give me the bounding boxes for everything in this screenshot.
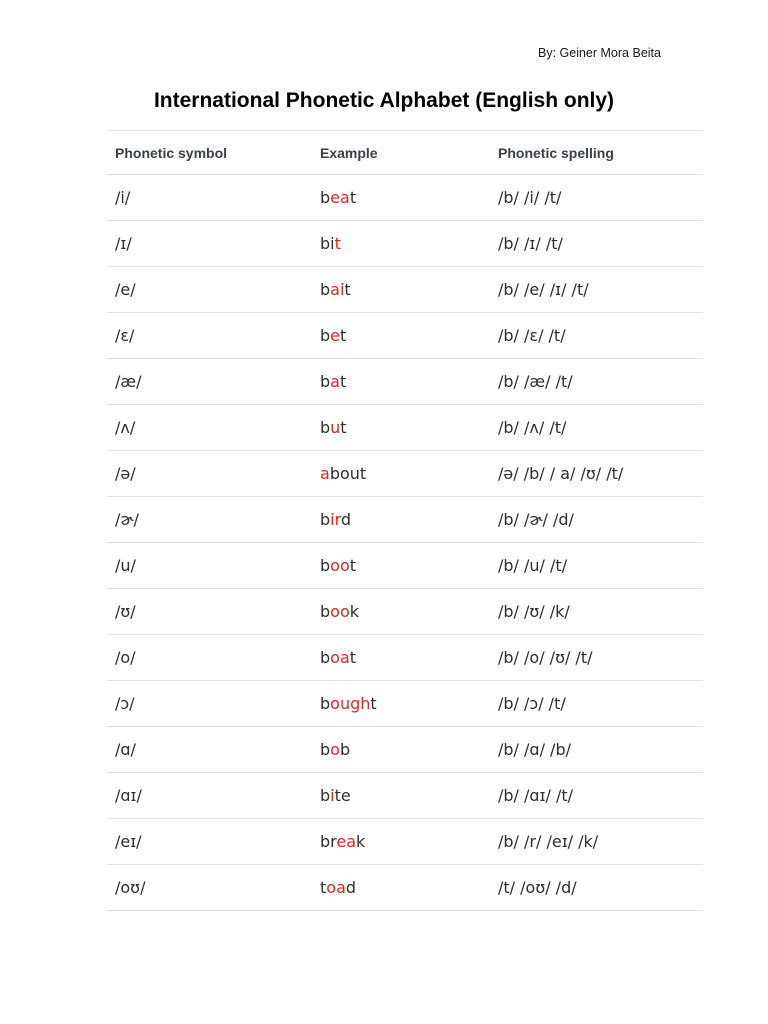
phonetic-spelling-cell: /b/ /u/ /t/ [490,543,703,589]
phonetic-spelling-cell: /b/ /ɑɪ/ /t/ [490,773,703,819]
phonetic-symbol-cell: /e/ [107,267,312,313]
example-letters: d [345,878,357,897]
example-letters: bout [329,464,367,483]
phonetic-symbol-cell: /ɔ/ [107,681,312,727]
highlighted-letters: i [330,786,335,805]
table-row [107,267,703,313]
highlighted-letters: oo [330,602,350,621]
phonetic-symbol-cell: /ɑ/ [107,727,312,773]
phonetic-spelling-cell: /b/ /o/ /ʊ/ /t/ [490,635,703,681]
highlighted-letters: ai [330,280,345,299]
phonetic-spelling-cell: /b/ /ʊ/ /k/ [490,589,703,635]
example-letters: b [320,418,331,437]
highlighted-letters: oa [326,878,346,897]
example-letters: k [349,602,359,621]
table-row [107,221,703,267]
example-letters: k [356,832,366,851]
phonetic-spelling-cell: /b/ /r/ /eɪ/ /k/ [490,819,703,865]
author-credit: By: Geiner Mora Beita [538,46,661,60]
example-letters: b [320,326,331,345]
example-word-cell [312,543,490,589]
example-letters: b [320,740,331,759]
table-row [107,727,703,773]
example-letters: b [320,648,331,667]
table-row [107,405,703,451]
example-word-cell [312,267,490,313]
ipa-table [107,130,703,911]
highlighted-letters: e [330,326,340,345]
example-word-cell [312,727,490,773]
example-word-cell [312,497,490,543]
phonetic-symbol-cell: /ɛ/ [107,313,312,359]
phonetic-spelling-cell: /b/ /æ/ /t/ [490,359,703,405]
table-row [107,359,703,405]
phonetic-symbol-cell: /u/ [107,543,312,589]
phonetic-symbol-cell: /ʌ/ [107,405,312,451]
highlighted-letters: oo [330,556,350,575]
example-letters: br [320,832,337,851]
highlighted-letters: ea [330,188,350,207]
phonetic-spelling-cell: /b/ /ɔ/ /t/ [490,681,703,727]
phonetic-symbol-cell: /æ/ [107,359,312,405]
example-letters: t [349,556,357,575]
example-letters: b [320,694,331,713]
highlighted-letters: ir [330,510,341,529]
example-word-cell [312,773,490,819]
example-letters: t [349,188,357,207]
example-word-cell [312,175,490,221]
phonetic-spelling-cell: /t/ /oʊ/ /d/ [490,865,703,911]
example-letters: t [370,694,377,713]
example-word-cell [312,451,490,497]
example-letters: b [320,510,331,529]
example-letters: b [320,786,331,805]
example-word-cell [312,681,490,727]
example-word-cell [312,819,490,865]
example-word-cell [312,359,490,405]
example-word-cell [312,589,490,635]
phonetic-spelling-cell: /b/ /ɑ/ /b/ [490,727,703,773]
header-phonetic-symbol: Phonetic symbol [107,131,312,175]
table-row [107,865,703,911]
example-letters: b [320,280,331,299]
phonetic-spelling-cell: /b/ /ɚ/ /d/ [490,497,703,543]
table-row [107,681,703,727]
phonetic-symbol-cell: /o/ [107,635,312,681]
phonetic-spelling-cell: /b/ /e/ /ɪ/ /t/ [490,267,703,313]
highlighted-letters: a [330,372,340,391]
example-letters: t [344,280,351,299]
example-letters: bi [320,234,335,253]
phonetic-spelling-cell: /b/ /ɛ/ /t/ [490,313,703,359]
phonetic-symbol-cell: /ɑɪ/ [107,773,312,819]
table-header-row [107,131,703,175]
example-letters: t [320,878,327,897]
phonetic-symbol-cell: /eɪ/ [107,819,312,865]
table-row [107,313,703,359]
phonetic-spelling-cell: /b/ /ʌ/ /t/ [490,405,703,451]
table-row [107,589,703,635]
table-row [107,175,703,221]
table-row [107,543,703,589]
example-letters: t [339,372,347,391]
example-letters: b [320,556,331,575]
table-body [107,175,703,911]
highlighted-letters: a [320,464,330,483]
phonetic-symbol-cell: /ə/ [107,451,312,497]
example-letters: t [349,648,357,667]
page-title: International Phonetic Alphabet (English only) [153,89,615,112]
example-word-cell [312,221,490,267]
header-example: Example [312,131,490,175]
table-row [107,497,703,543]
header-phonetic-spelling: Phonetic spelling [490,131,703,175]
highlighted-letters: t [334,234,341,253]
phonetic-symbol-cell: /ʊ/ [107,589,312,635]
phonetic-spelling-cell: /b/ /i/ /t/ [490,175,703,221]
example-word-cell [312,635,490,681]
phonetic-symbol-cell: /i/ [107,175,312,221]
example-letters: b [339,740,351,759]
highlighted-letters: ea [336,832,357,851]
example-word-cell [312,405,490,451]
example-letters: te [334,786,351,805]
table-row [107,635,703,681]
table-row [107,773,703,819]
example-letters: b [320,602,331,621]
highlighted-letters: ough [330,694,371,713]
example-letters: b [320,188,331,207]
highlighted-letters: oa [330,648,350,667]
highlighted-letters: u [330,418,341,437]
phonetic-symbol-cell: /ɚ/ [107,497,312,543]
example-word-cell [312,865,490,911]
example-letters: d [340,510,352,529]
example-letters: b [320,372,331,391]
example-word-cell [312,313,490,359]
phonetic-spelling-cell: /ə/ /b/ / a/ /ʊ/ /t/ [490,451,703,497]
table-row [107,819,703,865]
example-letters: t [340,326,347,345]
table-row [107,451,703,497]
phonetic-symbol-cell: /oʊ/ [107,865,312,911]
phonetic-symbol-cell: /ɪ/ [107,221,312,267]
phonetic-spelling-cell: /b/ /ɪ/ /t/ [490,221,703,267]
example-letters: t [340,418,347,437]
highlighted-letters: o [330,740,340,759]
